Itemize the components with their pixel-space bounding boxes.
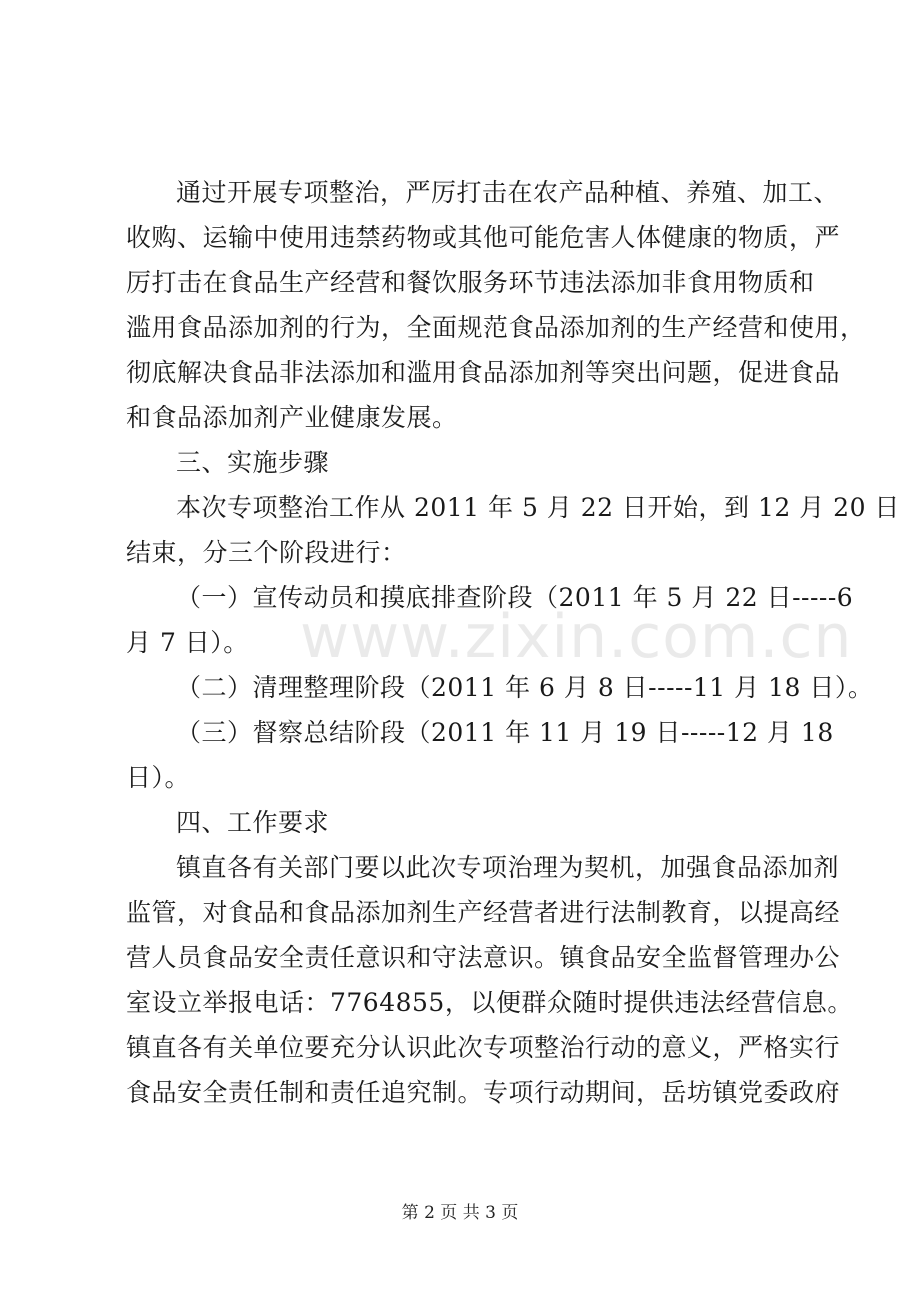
watermark: www.zixin.com.cn	[300, 602, 853, 672]
paragraph-line: 滥用食品添加剂的行为，全面规范食品添加剂的生产经营和使用，	[126, 313, 866, 342]
paragraph-line: 监管，对食品和食品添加剂生产经营者进行法制教育，以提高经	[126, 898, 841, 927]
list-item-line: （三）督察总结阶段（2011 年 11 月 19 日-----12 月 18	[176, 718, 834, 747]
section-heading: 四、工作要求	[176, 808, 330, 837]
paragraph-line: 结束，分三个阶段进行：	[126, 538, 407, 567]
list-item-line: 日）。	[126, 763, 191, 792]
list-item-line: 月 7 日）。	[126, 628, 249, 657]
list-item-line: （一）宣传动员和摸底排查阶段（2011 年 5 月 22 日-----6	[176, 583, 854, 612]
paragraph-line: 食品安全责任制和责任追究制。专项行动期间，岳坊镇党委政府	[126, 1078, 841, 1107]
section-heading: 三、实施步骤	[176, 448, 330, 477]
paragraph-line: 收购、运输中使用违禁药物或其他可能危害人体健康的物质，严	[126, 223, 841, 252]
paragraph-line: 彻底解决食品非法添加和滥用食品添加剂等突出问题，促进食品	[126, 358, 841, 387]
paragraph-line: 营人员食品安全责任意识和守法意识。镇食品安全监督管理办公	[126, 943, 841, 972]
paragraph-line: 镇直各有关部门要以此次专项治理为契机，加强食品添加剂	[176, 853, 840, 882]
paragraph-line: 本次专项整治工作从 2011 年 5 月 22 日开始，到 12 月 20 日	[176, 493, 900, 522]
paragraph-line: 厉打击在食品生产经营和餐饮服务环节违法添加非食用物质和	[126, 268, 815, 297]
list-item-line: （二）清理整理阶段（2011 年 6 月 8 日-----11 月 18 日）。	[176, 673, 874, 702]
paragraph-line: 镇直各有关单位要充分认识此次专项整治行动的意义，严格实行	[126, 1033, 841, 1062]
paragraph-line: 通过开展专项整治，严厉打击在农产品种植、养殖、加工、	[176, 178, 840, 207]
document-body	[126, 170, 900, 1115]
page-footer: 第 2 页 共 3 页	[401, 1203, 519, 1223]
paragraph-line: 室设立举报电话：7764855，以便群众随时提供违法经营信息。	[126, 988, 853, 1017]
paragraph-line: 和食品添加剂产业健康发展。	[126, 403, 458, 432]
